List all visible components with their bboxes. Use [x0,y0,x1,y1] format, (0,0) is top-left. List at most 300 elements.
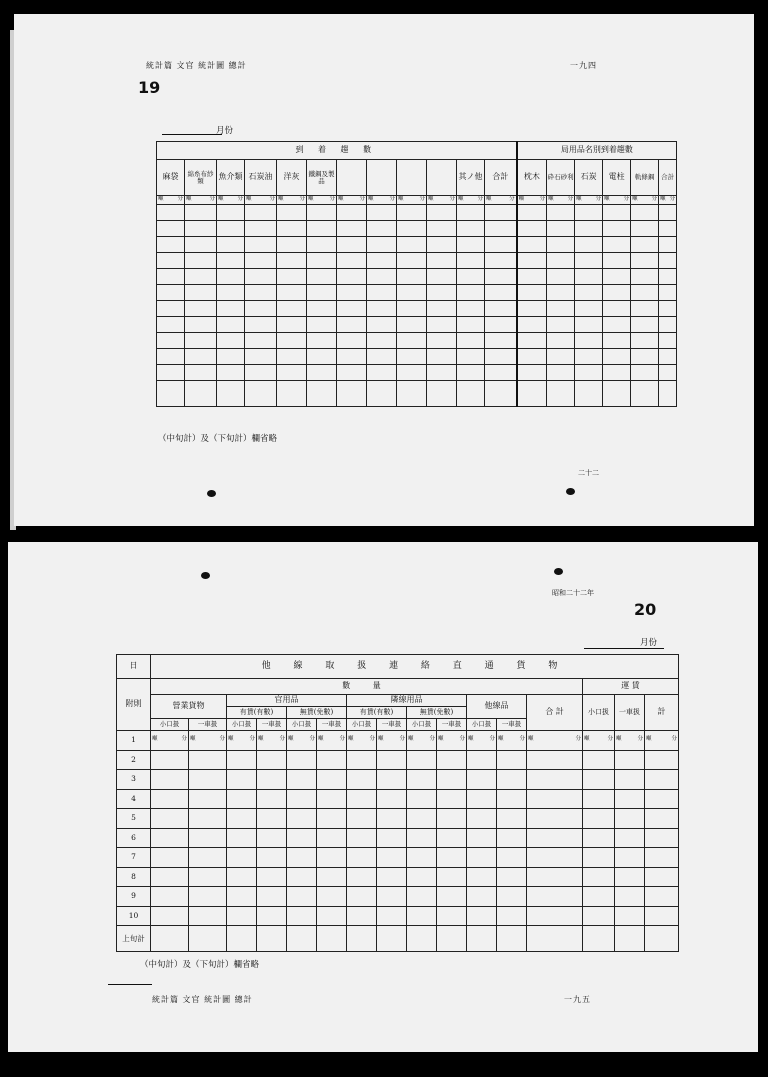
data-cell[interactable] [407,770,437,790]
data-cell[interactable] [317,926,347,952]
data-cell[interactable] [547,301,575,317]
data-cell[interactable] [257,828,287,848]
data-cell[interactable] [517,381,547,407]
data-cell[interactable] [457,381,485,407]
data-cell[interactable] [517,333,547,349]
data-cell[interactable] [427,301,457,317]
data-cell[interactable] [427,269,457,285]
data-cell[interactable] [575,205,603,221]
data-cell[interactable] [631,317,659,333]
data-cell[interactable] [575,349,603,365]
data-cell[interactable] [575,285,603,301]
data-cell[interactable] [227,867,257,887]
data-cell[interactable] [497,731,527,751]
data-cell[interactable] [367,381,397,407]
data-cell[interactable] [527,848,583,868]
data-cell[interactable] [317,848,347,868]
data-cell[interactable] [547,381,575,407]
data-cell[interactable] [547,285,575,301]
data-cell[interactable] [377,750,407,770]
data-cell[interactable] [603,253,631,269]
data-cell[interactable] [347,906,377,926]
data-cell[interactable] [575,253,603,269]
data-cell[interactable] [527,926,583,952]
data-cell[interactable] [277,381,307,407]
data-cell[interactable] [347,828,377,848]
data-cell[interactable] [615,750,645,770]
data-cell[interactable] [457,253,485,269]
data-cell[interactable] [185,285,217,301]
data-cell[interactable] [245,221,277,237]
data-cell[interactable] [467,789,497,809]
data-cell[interactable] [467,926,497,952]
data-cell[interactable] [437,731,467,751]
data-cell[interactable] [603,365,631,381]
data-cell[interactable] [645,789,679,809]
data-cell[interactable] [575,317,603,333]
data-cell[interactable] [517,349,547,365]
data-cell[interactable] [337,269,367,285]
data-cell[interactable] [659,349,677,365]
data-cell[interactable] [287,828,317,848]
data-cell[interactable] [189,770,227,790]
data-cell[interactable] [151,906,189,926]
data-cell[interactable] [397,237,427,253]
data-cell[interactable] [185,237,217,253]
data-cell[interactable] [603,317,631,333]
data-cell[interactable] [427,381,457,407]
data-cell[interactable] [603,381,631,407]
data-cell[interactable] [337,205,367,221]
data-cell[interactable] [397,253,427,269]
data-cell[interactable] [317,906,347,926]
data-cell[interactable] [347,887,377,907]
data-cell[interactable] [257,770,287,790]
data-cell[interactable] [227,848,257,868]
data-cell[interactable] [377,906,407,926]
data-cell[interactable] [547,237,575,253]
data-cell[interactable] [157,317,185,333]
data-cell[interactable] [517,221,547,237]
data-cell[interactable] [287,848,317,868]
data-cell[interactable] [467,731,497,751]
data-cell[interactable] [407,926,437,952]
data-cell[interactable] [377,789,407,809]
data-cell[interactable] [317,789,347,809]
data-cell[interactable] [603,285,631,301]
data-cell[interactable] [407,848,437,868]
data-cell[interactable] [485,317,517,333]
data-cell[interactable] [457,349,485,365]
data-cell[interactable] [245,381,277,407]
data-cell[interactable] [615,926,645,952]
data-cell[interactable] [645,750,679,770]
data-cell[interactable] [287,770,317,790]
data-cell[interactable] [257,848,287,868]
data-cell[interactable] [583,809,615,829]
data-cell[interactable] [185,205,217,221]
data-cell[interactable] [347,750,377,770]
data-cell[interactable] [583,926,615,952]
data-cell[interactable] [457,301,485,317]
data-cell[interactable] [257,731,287,751]
data-cell[interactable] [317,770,347,790]
data-cell[interactable] [497,887,527,907]
data-cell[interactable] [631,285,659,301]
data-cell[interactable] [347,789,377,809]
data-cell[interactable] [277,205,307,221]
data-cell[interactable] [367,205,397,221]
data-cell[interactable] [157,205,185,221]
data-cell[interactable] [337,253,367,269]
data-cell[interactable] [547,365,575,381]
data-cell[interactable] [307,269,337,285]
data-cell[interactable] [277,253,307,269]
data-cell[interactable] [527,828,583,848]
data-cell[interactable] [347,731,377,751]
data-cell[interactable] [185,333,217,349]
data-cell[interactable] [659,285,677,301]
data-cell[interactable] [217,317,245,333]
data-cell[interactable] [457,317,485,333]
data-cell[interactable] [517,205,547,221]
data-cell[interactable] [227,809,257,829]
data-cell[interactable] [377,770,407,790]
data-cell[interactable] [615,809,645,829]
data-cell[interactable] [189,809,227,829]
data-cell[interactable] [603,333,631,349]
data-cell[interactable] [367,269,397,285]
data-cell[interactable] [151,770,189,790]
data-cell[interactable] [427,285,457,301]
data-cell[interactable] [257,750,287,770]
data-cell[interactable] [245,333,277,349]
data-cell[interactable] [227,906,257,926]
data-cell[interactable] [185,269,217,285]
data-cell[interactable] [659,253,677,269]
data-cell[interactable] [497,828,527,848]
data-cell[interactable] [151,848,189,868]
data-cell[interactable] [217,205,245,221]
data-cell[interactable] [645,867,679,887]
data-cell[interactable] [367,349,397,365]
data-cell[interactable] [437,750,467,770]
data-cell[interactable] [517,237,547,253]
data-cell[interactable] [217,285,245,301]
data-cell[interactable] [217,253,245,269]
data-cell[interactable] [245,253,277,269]
data-cell[interactable] [397,381,427,407]
data-cell[interactable] [277,333,307,349]
data-cell[interactable] [631,365,659,381]
data-cell[interactable] [157,253,185,269]
data-cell[interactable] [407,867,437,887]
data-cell[interactable] [189,828,227,848]
data-cell[interactable] [157,333,185,349]
data-cell[interactable] [547,333,575,349]
data-cell[interactable] [631,269,659,285]
data-cell[interactable] [277,317,307,333]
data-cell[interactable] [337,317,367,333]
data-cell[interactable] [631,333,659,349]
data-cell[interactable] [583,906,615,926]
data-cell[interactable] [575,301,603,317]
data-cell[interactable] [227,926,257,952]
data-cell[interactable] [189,926,227,952]
data-cell[interactable] [277,301,307,317]
data-cell[interactable] [317,828,347,848]
data-cell[interactable] [337,221,367,237]
data-cell[interactable] [257,789,287,809]
data-cell[interactable] [603,301,631,317]
data-cell[interactable] [457,285,485,301]
data-cell[interactable] [645,906,679,926]
data-cell[interactable] [367,301,397,317]
data-cell[interactable] [377,887,407,907]
data-cell[interactable] [437,770,467,790]
data-cell[interactable] [659,221,677,237]
data-cell[interactable] [631,221,659,237]
data-cell[interactable] [615,906,645,926]
data-cell[interactable] [407,809,437,829]
data-cell[interactable] [485,237,517,253]
data-cell[interactable] [347,867,377,887]
data-cell[interactable] [407,887,437,907]
data-cell[interactable] [615,770,645,790]
data-cell[interactable] [189,906,227,926]
data-cell[interactable] [575,333,603,349]
data-cell[interactable] [527,887,583,907]
data-cell[interactable] [337,285,367,301]
data-cell[interactable] [645,770,679,790]
data-cell[interactable] [547,253,575,269]
data-cell[interactable] [407,750,437,770]
data-cell[interactable] [407,906,437,926]
data-cell[interactable] [575,269,603,285]
data-cell[interactable] [497,750,527,770]
data-cell[interactable] [307,333,337,349]
data-cell[interactable] [317,750,347,770]
data-cell[interactable] [317,809,347,829]
data-cell[interactable] [189,887,227,907]
data-cell[interactable] [277,269,307,285]
data-cell[interactable] [307,237,337,253]
data-cell[interactable] [185,253,217,269]
data-cell[interactable] [227,887,257,907]
data-cell[interactable] [217,237,245,253]
data-cell[interactable] [437,789,467,809]
data-cell[interactable] [217,301,245,317]
data-cell[interactable] [287,809,317,829]
data-cell[interactable] [457,205,485,221]
data-cell[interactable] [217,381,245,407]
data-cell[interactable] [287,750,317,770]
data-cell[interactable] [645,809,679,829]
data-cell[interactable] [457,269,485,285]
data-cell[interactable] [527,789,583,809]
data-cell[interactable] [467,809,497,829]
data-cell[interactable] [227,731,257,751]
data-cell[interactable] [527,731,583,751]
data-cell[interactable] [517,365,547,381]
data-cell[interactable] [277,349,307,365]
data-cell[interactable] [377,926,407,952]
data-cell[interactable] [307,349,337,365]
data-cell[interactable] [485,301,517,317]
data-cell[interactable] [397,285,427,301]
data-cell[interactable] [583,867,615,887]
data-cell[interactable] [367,333,397,349]
data-cell[interactable] [245,349,277,365]
data-cell[interactable] [645,828,679,848]
data-cell[interactable] [277,237,307,253]
data-cell[interactable] [277,221,307,237]
data-cell[interactable] [245,301,277,317]
data-cell[interactable] [367,285,397,301]
data-cell[interactable] [277,285,307,301]
data-cell[interactable] [659,269,677,285]
data-cell[interactable] [287,926,317,952]
data-cell[interactable] [367,253,397,269]
data-cell[interactable] [189,789,227,809]
data-cell[interactable] [457,221,485,237]
data-cell[interactable] [631,205,659,221]
data-cell[interactable] [257,906,287,926]
data-cell[interactable] [307,381,337,407]
data-cell[interactable] [467,906,497,926]
data-cell[interactable] [227,750,257,770]
data-cell[interactable] [467,750,497,770]
data-cell[interactable] [615,867,645,887]
data-cell[interactable] [427,317,457,333]
data-cell[interactable] [157,301,185,317]
data-cell[interactable] [575,237,603,253]
data-cell[interactable] [527,750,583,770]
data-cell[interactable] [497,926,527,952]
data-cell[interactable] [583,828,615,848]
data-cell[interactable] [317,887,347,907]
data-cell[interactable] [645,848,679,868]
data-cell[interactable] [457,237,485,253]
data-cell[interactable] [367,237,397,253]
data-cell[interactable] [497,789,527,809]
data-cell[interactable] [437,926,467,952]
data-cell[interactable] [437,867,467,887]
data-cell[interactable] [217,221,245,237]
data-cell[interactable] [547,221,575,237]
data-cell[interactable] [527,867,583,887]
data-cell[interactable] [603,205,631,221]
data-cell[interactable] [485,269,517,285]
data-cell[interactable] [575,381,603,407]
data-cell[interactable] [583,731,615,751]
data-cell[interactable] [497,809,527,829]
data-cell[interactable] [497,848,527,868]
data-cell[interactable] [307,221,337,237]
data-cell[interactable] [151,828,189,848]
data-cell[interactable] [547,317,575,333]
data-cell[interactable] [437,887,467,907]
data-cell[interactable] [485,333,517,349]
data-cell[interactable] [377,828,407,848]
data-cell[interactable] [377,809,407,829]
data-cell[interactable] [245,317,277,333]
data-cell[interactable] [337,333,367,349]
data-cell[interactable] [437,828,467,848]
data-cell[interactable] [157,349,185,365]
data-cell[interactable] [437,848,467,868]
data-cell[interactable] [583,750,615,770]
data-cell[interactable] [317,867,347,887]
data-cell[interactable] [337,237,367,253]
data-cell[interactable] [457,365,485,381]
data-cell[interactable] [497,867,527,887]
data-cell[interactable] [583,770,615,790]
data-cell[interactable] [397,301,427,317]
data-cell[interactable] [631,349,659,365]
data-cell[interactable] [437,809,467,829]
data-cell[interactable] [615,848,645,868]
data-cell[interactable] [407,731,437,751]
data-cell[interactable] [467,867,497,887]
data-cell[interactable] [157,381,185,407]
data-cell[interactable] [257,926,287,952]
data-cell[interactable] [547,205,575,221]
data-cell[interactable] [659,365,677,381]
data-cell[interactable] [157,237,185,253]
data-cell[interactable] [397,221,427,237]
data-cell[interactable] [189,867,227,887]
data-cell[interactable] [497,906,527,926]
data-cell[interactable] [603,269,631,285]
data-cell[interactable] [347,926,377,952]
data-cell[interactable] [427,253,457,269]
data-cell[interactable] [397,269,427,285]
data-cell[interactable] [547,349,575,365]
data-cell[interactable] [645,731,679,751]
data-cell[interactable] [157,285,185,301]
data-cell[interactable] [185,381,217,407]
data-cell[interactable] [307,205,337,221]
data-cell[interactable] [427,237,457,253]
data-cell[interactable] [151,789,189,809]
data-cell[interactable] [245,205,277,221]
data-cell[interactable] [287,867,317,887]
data-cell[interactable] [189,750,227,770]
data-cell[interactable] [227,789,257,809]
data-cell[interactable] [517,253,547,269]
data-cell[interactable] [631,301,659,317]
data-cell[interactable] [583,887,615,907]
data-cell[interactable] [485,205,517,221]
data-cell[interactable] [527,770,583,790]
data-cell[interactable] [645,887,679,907]
data-cell[interactable] [185,221,217,237]
data-cell[interactable] [257,867,287,887]
data-cell[interactable] [217,349,245,365]
data-cell[interactable] [245,285,277,301]
data-cell[interactable] [189,731,227,751]
data-cell[interactable] [427,221,457,237]
data-cell[interactable] [337,301,367,317]
data-cell[interactable] [397,333,427,349]
data-cell[interactable] [151,867,189,887]
data-cell[interactable] [527,809,583,829]
data-cell[interactable] [517,285,547,301]
data-cell[interactable] [185,365,217,381]
data-cell[interactable] [367,221,397,237]
data-cell[interactable] [659,301,677,317]
